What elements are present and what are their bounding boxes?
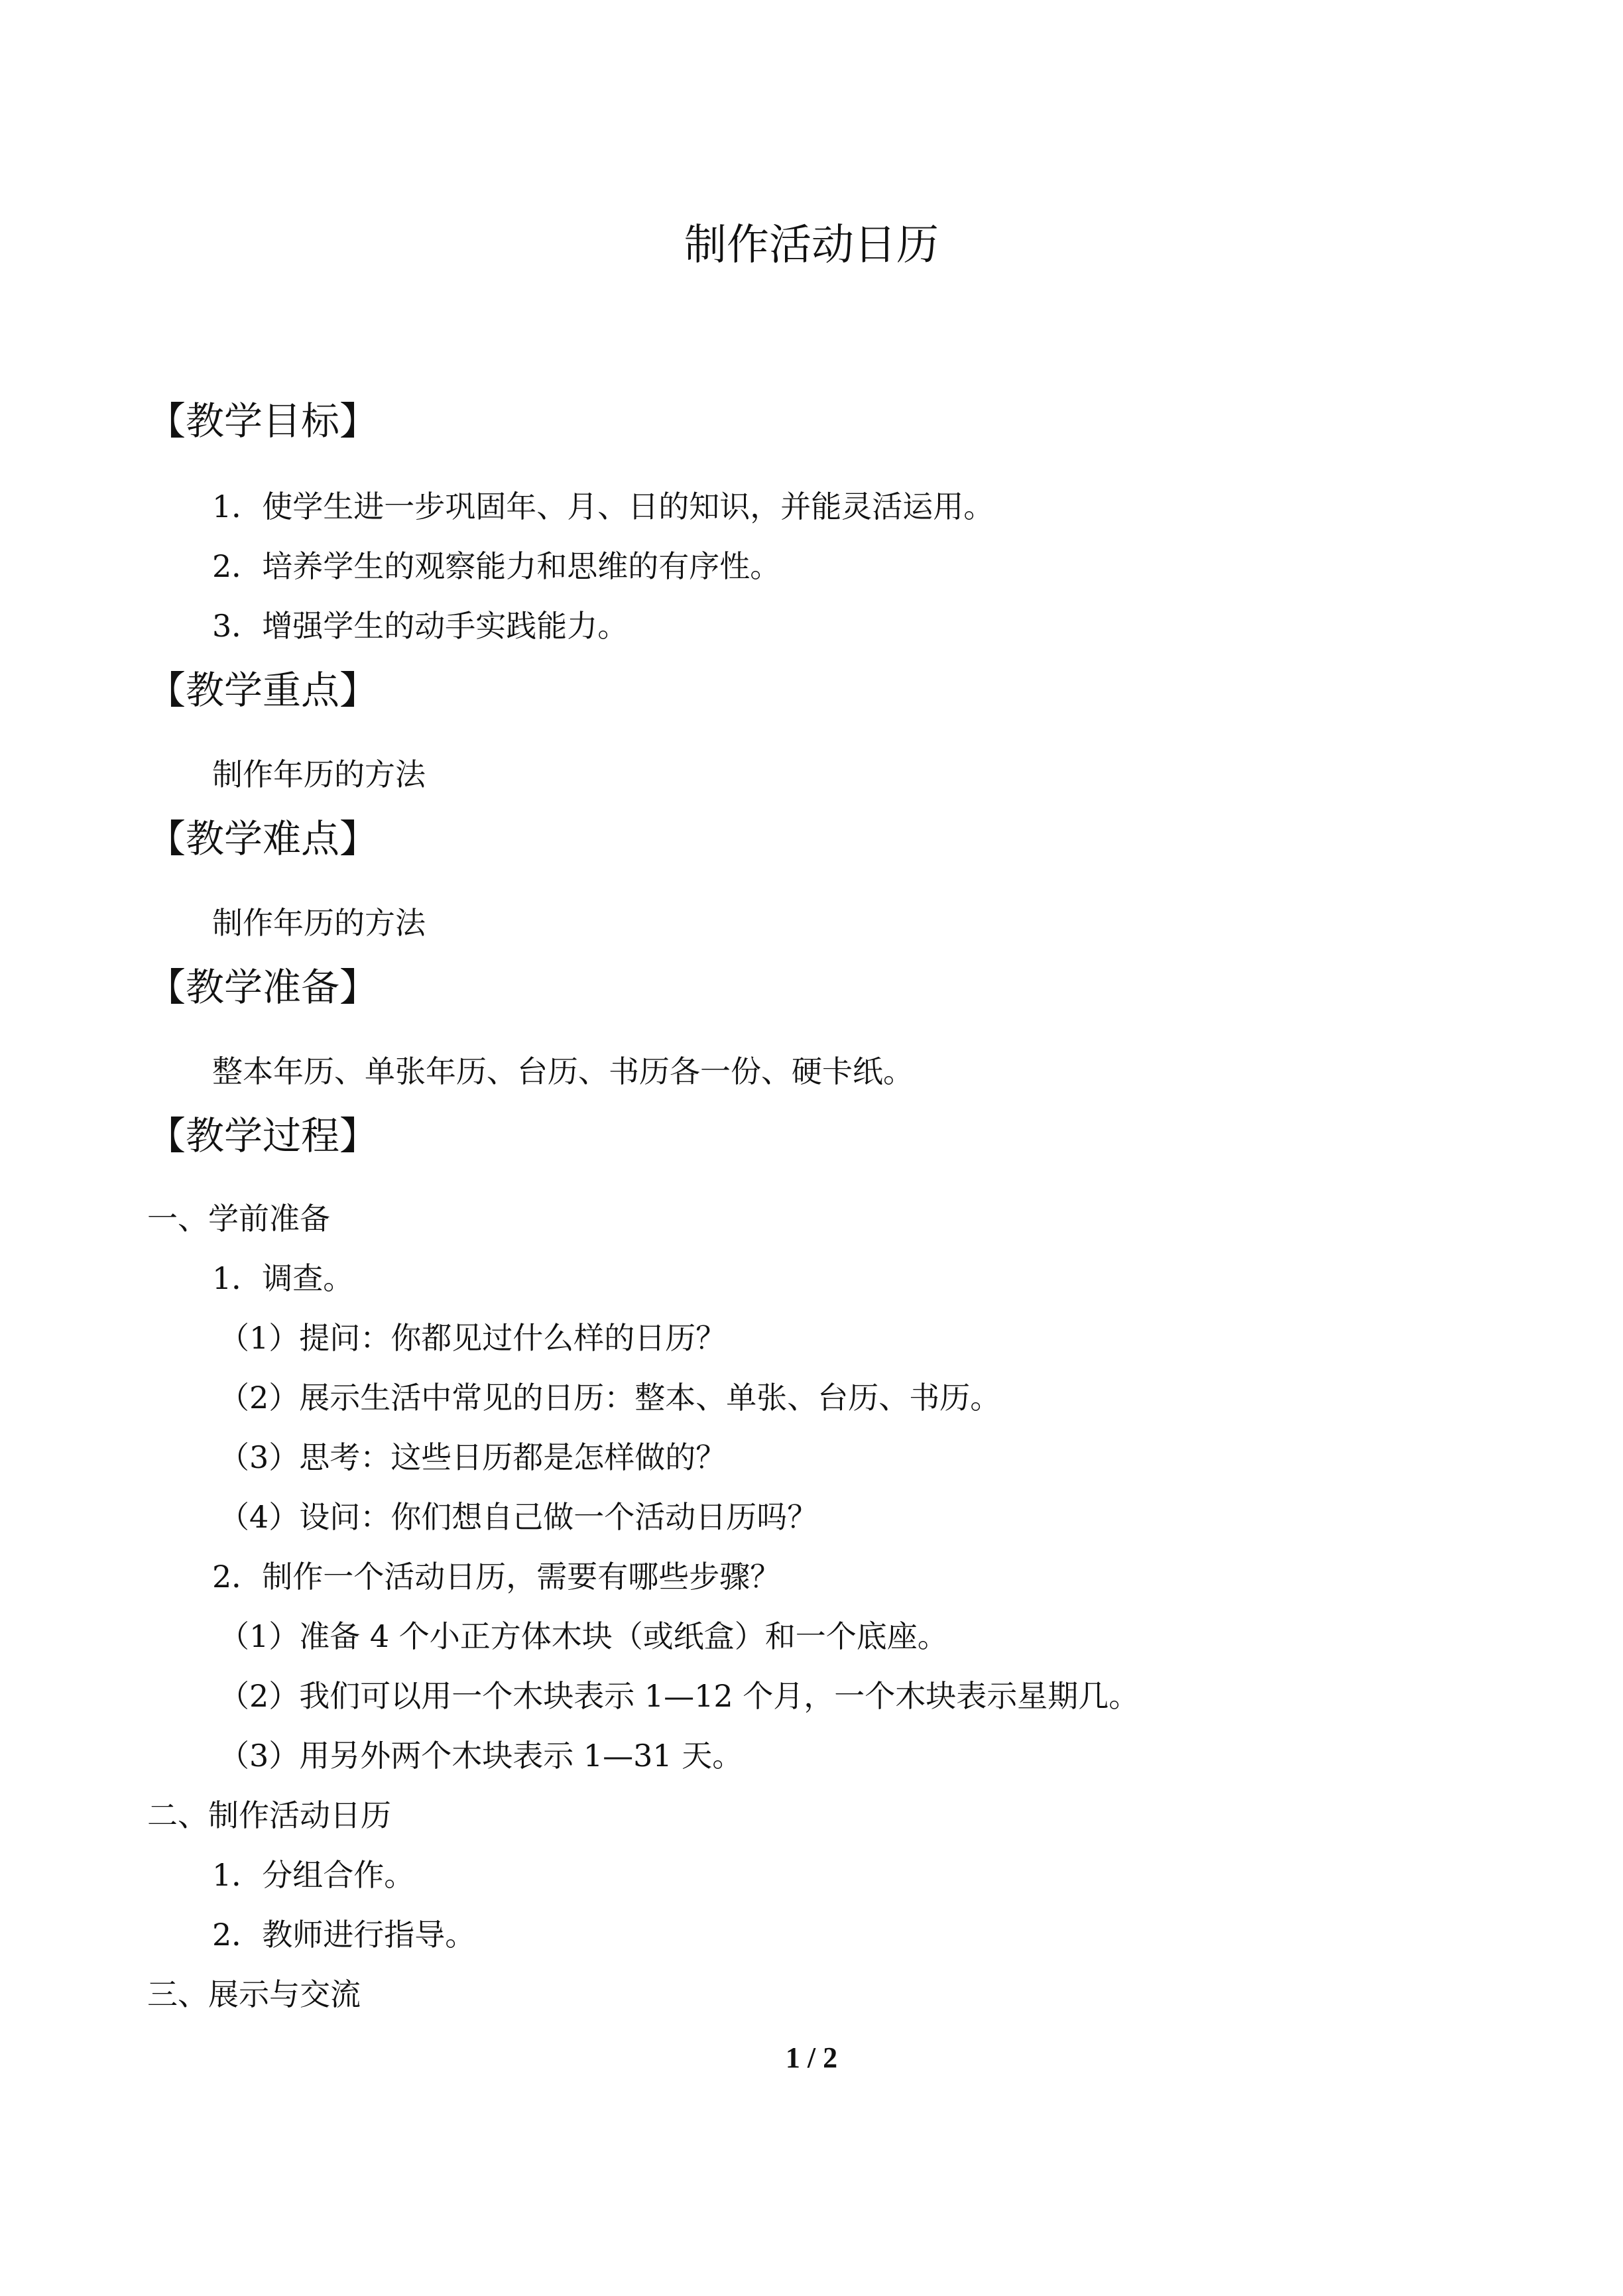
- goal-item-2: 2．培养学生的观察能力和思维的有序性。: [212, 548, 781, 584]
- key-points-text: 制作年历的方法: [212, 756, 426, 792]
- part1-item-1-sub-3: （3）思考：这些日历都是怎样做的？: [219, 1439, 727, 1475]
- part2-item-1: 1．分组合作。: [212, 1857, 415, 1893]
- goals-heading: 【教学目标】: [147, 398, 379, 444]
- difficulty-heading: 【教学难点】: [147, 816, 379, 861]
- part2-title: 二、制作活动日历: [147, 1797, 391, 1833]
- part1-item-2-sub-2: （2）我们可以用一个木块表示 1—12 个月，一个木块表示星期几。: [219, 1678, 1140, 1714]
- part3-title: 三、展示与交流: [147, 1976, 361, 2012]
- part1-item-1-sub-4: （4）设问：你们想自己做一个活动日历吗？: [219, 1499, 818, 1535]
- part1-title: 一、学前准备: [147, 1201, 330, 1237]
- part1-item-2: 2．制作一个活动日历，需要有哪些步骤？: [212, 1559, 781, 1595]
- key-points-heading: 【教学重点】: [147, 668, 379, 713]
- preparation-heading: 【教学准备】: [147, 965, 379, 1010]
- difficulty-text: 制作年历的方法: [212, 905, 426, 941]
- part1-item-2-sub-1: （1）准备 4 个小正方体木块（或纸盒）和一个底座。: [219, 1618, 948, 1654]
- document-title: 制作活动日历: [684, 221, 939, 270]
- part2-item-2: 2．教师进行指导。: [212, 1917, 476, 1953]
- preparation-text: 整本年历、单张年历、台历、书历各一份、硬卡纸。: [212, 1054, 914, 1089]
- part1-item-1-sub-2: （2）展示生活中常见的日历：整本、单张、台历、书历。: [219, 1380, 1001, 1416]
- goal-item-1: 1．使学生进一步巩固年、月、日的知识，并能灵活运用。: [212, 489, 994, 524]
- part1-item-1-sub-1: （1）提问：你都见过什么样的日历？: [219, 1320, 727, 1356]
- part1-item-1: 1．调查。: [212, 1260, 354, 1296]
- part1-item-2-sub-3: （3）用另外两个木块表示 1—31 天。: [219, 1738, 743, 1774]
- process-heading: 【教学过程】: [147, 1113, 379, 1158]
- page-number: 1 / 2: [785, 2041, 838, 2074]
- goal-item-3: 3．增强学生的动手实践能力。: [212, 608, 629, 644]
